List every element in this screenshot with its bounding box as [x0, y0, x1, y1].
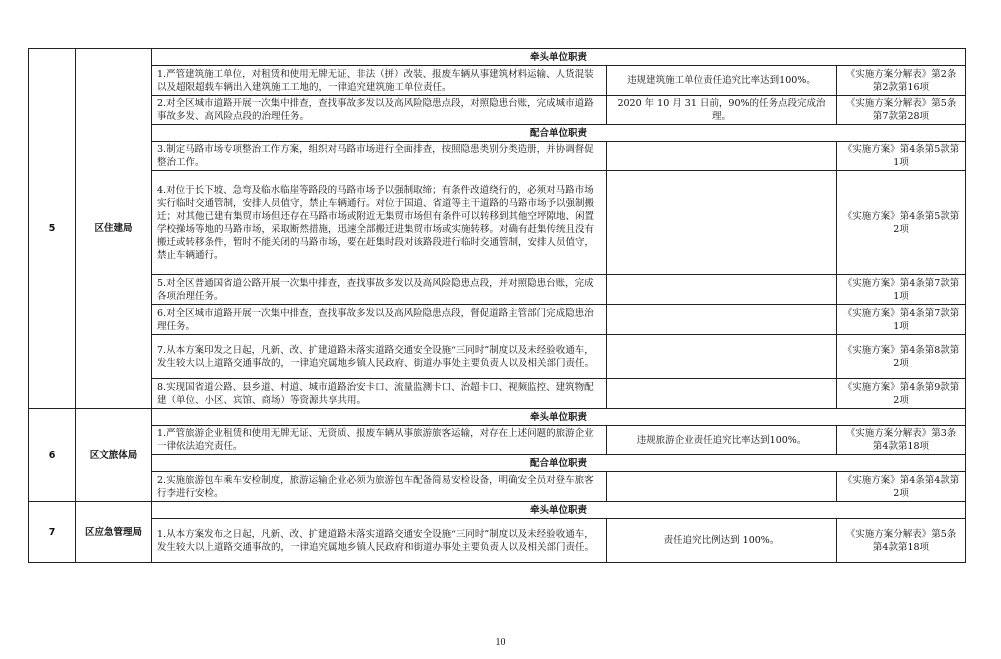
duty-table: [28, 48, 966, 563]
target-goal: [607, 472, 837, 502]
department-name: 区文旅体局: [76, 409, 152, 502]
row-number: 5: [29, 49, 76, 409]
table-row: [29, 305, 966, 335]
table-row: [29, 335, 966, 379]
section-header-row: [29, 455, 966, 472]
table-row: [29, 142, 966, 171]
table-row: [29, 275, 966, 305]
section-header-row: [29, 502, 966, 519]
section-header-row: [29, 49, 966, 66]
task-description: 6.对全区城市道路开展一次集中排查，查找事故多发以及高风险隐患点段，督促道路主管部门完成隐患治理任务。: [152, 305, 607, 335]
target-goal: 违规建筑施工单位责任追究比率达到100%。: [607, 66, 837, 96]
task-description: 2.实施旅游包车乘车安检制度，旅游运输企业必须为旅游包车配备简易安检设备，明确安全员对登车旅客行李进行安检。: [152, 472, 607, 502]
target-goal: [607, 305, 837, 335]
reference-source: 《实施方案分解表》第5条第7款第28项: [837, 96, 966, 125]
task-description: 2.对全区城市道路开展一次集中排查，查找事故多发以及高风险隐患点段，对照隐患台账，完成城市道路事故多发、高风险点段的治理任务。: [152, 96, 607, 125]
table-row: [29, 96, 966, 125]
target-goal: [607, 335, 837, 379]
reference-source: 《实施方案》第4条第8款第2项: [837, 335, 966, 379]
row-number: 6: [29, 409, 76, 502]
table-row: [29, 519, 966, 563]
task-description: 1.严管建筑施工单位，对租赁和使用无牌无证、非法（拼）改装、报废车辆从事建筑材料运输、人货混装以及超限超载车辆出入建筑施工工地的，一律追究建筑施工单位责任。: [152, 66, 607, 96]
reference-source: 《实施方案分解表》第3条第4款第18项: [837, 426, 966, 455]
target-goal: [607, 142, 837, 171]
section-header-row: [29, 125, 966, 142]
section-title: 牵头单位职责: [152, 409, 966, 426]
target-goal: 责任追究比例达到 100%。: [607, 519, 837, 563]
reference-source: 《实施方案》第4条第7款第1项: [837, 305, 966, 335]
section-title: 牵头单位职责: [152, 502, 966, 519]
section-title: 牵头单位职责: [152, 49, 966, 66]
section-header-row: [29, 409, 966, 426]
target-goal: [607, 171, 837, 275]
section-title: 配合单位职责: [152, 455, 966, 472]
task-description: 5.对全区普通国省道公路开展一次集中排查，查找事故多发以及高风险隐患点段，并对照隐患台账，完成各项治理任务。: [152, 275, 607, 305]
reference-source: 《实施方案》第4条第5款第1项: [837, 142, 966, 171]
table-row: [29, 66, 966, 96]
department-name: 区应急管理局: [76, 502, 152, 563]
reference-source: 《实施方案》第4条第9款第2项: [837, 379, 966, 409]
target-goal: [607, 379, 837, 409]
task-description: 1.从本方案发布之日起，凡新、改、扩建道路未落实道路交通安全设施“三同时”制度以及未经验收通车，发生较大以上道路交通事故的，一律追究属地乡镇人民政府和街道办事处主要负责人以及相关部门责任。: [152, 519, 607, 563]
task-description: 8.实现国省道公路、县乡道、村道、城市道路治安卡口、流量监测卡口、治超卡口、视频监控、建筑物配建（单位、小区、宾馆、商场）等资源共享共用。: [152, 379, 607, 409]
table-row: [29, 171, 966, 275]
task-description: 4.对位于长下坡、急弯及临水临崖等路段的马路市场予以强制取缔；有条件改道绕行的，必须对马路市场实行临时交通管制，安排人员值守，禁止车辆通行。对位于国道、省道等主干道路的马路市场予以强制搬迁；对其他已建有集贸市场但还存在马路市场或附近无集贸市场但有条件可以转移到其他空坪隙地、闲置学校操场等地的马路市场，采取断然措施，迅速全部搬迁进集贸市场或实施转移。对确有赶集传统且没有搬迁或转移条件，暂时不能关闭的马路市场，要在赶集时段对该路段进行临时交通管制，安排人员值守，禁止车辆通行。: [152, 171, 607, 275]
department-name: 区住建局: [76, 49, 152, 409]
table-row: [29, 379, 966, 409]
table-row: [29, 472, 966, 502]
reference-source: 《实施方案》第4条第4款第2项: [837, 472, 966, 502]
section-title: 配合单位职责: [152, 125, 966, 142]
target-goal: 违规旅游企业责任追究比率达到100%。: [607, 426, 837, 455]
reference-source: 《实施方案分解表》第5条第4款第18项: [837, 519, 966, 563]
reference-source: 《实施方案》第4条第7款第1项: [837, 275, 966, 305]
target-goal: 2020 年 10 月 31 日前，90%的任务点段完成治理。: [607, 96, 837, 125]
reference-source: 《实施方案分解表》第2条第2款第16项: [837, 66, 966, 96]
duty-table-body: [29, 49, 966, 563]
target-goal: [607, 275, 837, 305]
task-description: 7.从本方案印发之日起，凡新、改、扩建道路未落实道路交通安全设施“三同时”制度以及未经验收通车，发生较大以上道路交通事故的，一律追究属地乡镇人民政府、街道办事处主要负责人以及相关部门责任。: [152, 335, 607, 379]
page-number: 10: [495, 637, 506, 648]
row-number: 7: [29, 502, 76, 563]
table-row: [29, 426, 966, 455]
reference-source: 《实施方案》第4条第5款第2项: [837, 171, 966, 275]
task-description: 3.制定马路市场专项整治工作方案，组织对马路市场进行全面排查，按照隐患类别分类造册，并协调督促整治工作。: [152, 142, 607, 171]
task-description: 1.严管旅游企业租赁和使用无牌无证、无资质、报废车辆从事旅游旅客运输，对存在上述问题的旅游企业一律依法追究责任。: [152, 426, 607, 455]
